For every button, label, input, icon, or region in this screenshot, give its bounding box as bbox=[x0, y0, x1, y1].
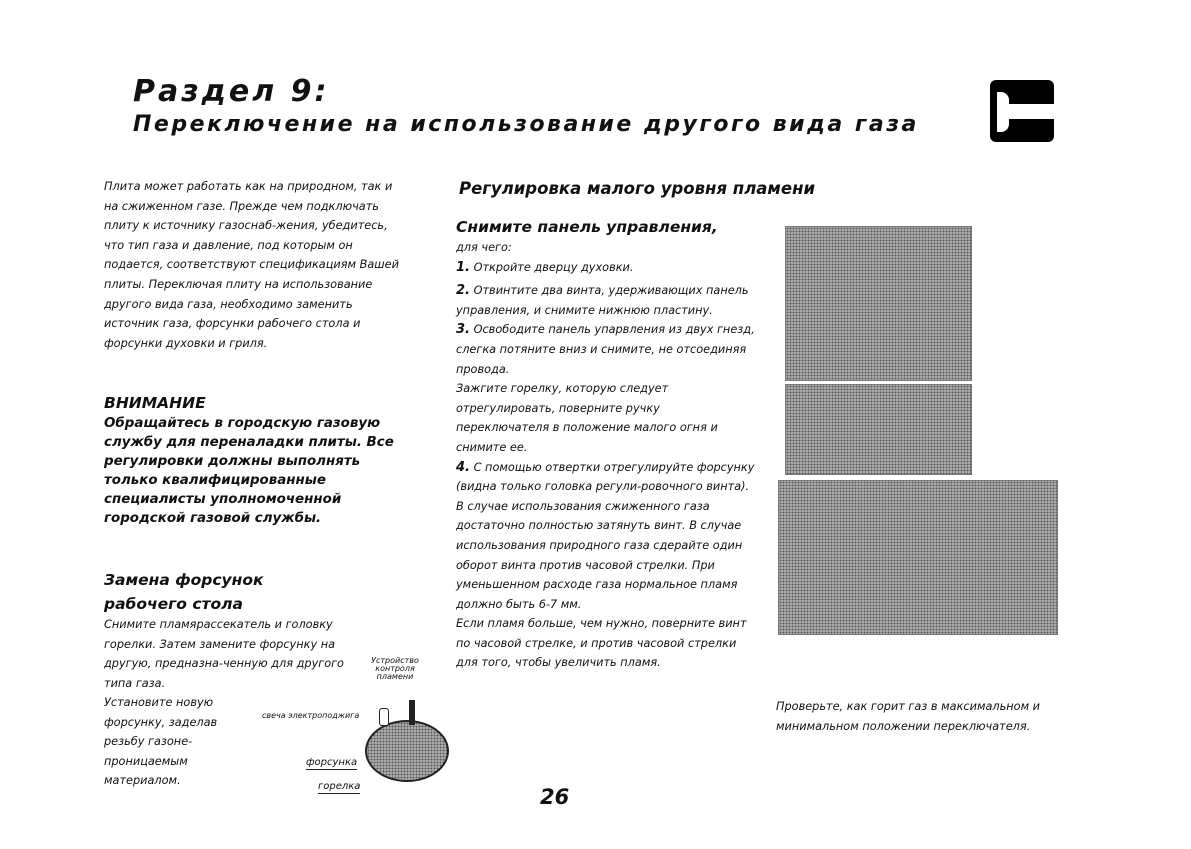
section-tab-icon bbox=[990, 80, 1054, 142]
label-injector: форсунка bbox=[306, 757, 358, 768]
label-burner: горелка bbox=[318, 781, 361, 792]
replace-text-2: Установите новую форсунку, заделав резьбу газоне-проницаемым материалом. bbox=[104, 696, 218, 788]
warning-text: Обращайтесь в городскую газовую службу для переналадки плиты. Все регулировки должны выполнять только квалифицированные специалисты уполномоченной городской газовой службы. bbox=[104, 416, 394, 526]
sub-note: для чего: bbox=[456, 241, 512, 254]
right-caption: Проверьте, как горит газ в максимальном и минимальном положении переключателя. bbox=[776, 700, 1041, 733]
light-text: Зажгите горелку, которую следует отрегулировать, поверните ручку переключателя в положение малого огня и снимите ее. bbox=[456, 382, 718, 454]
warning-title: ВНИМАНИЕ bbox=[104, 394, 206, 412]
step-2: 2. Отвинтите два винта, удерживающих панель управления, и снимите нижнюю пластину. bbox=[456, 283, 749, 317]
label-spark: свеча электроподжига bbox=[262, 711, 360, 720]
middle-title: Регулировка малого уровня пламени bbox=[459, 179, 816, 198]
flame-text: Если пламя больше, чем нужно, поверните винт по часовой стрелке, и против часовой стрелки для того, чтобы увеличить пламя. bbox=[456, 617, 747, 670]
replace-title: Замена форсунок рабочего стола bbox=[104, 571, 264, 613]
intro-text: Плита может работать как на природном, так и на сжиженном газе. Прежде чем подключать плиту к источнику газоснаб-жения, убедитесь, что тип газа и давление, под которым он подается, соответствуют спецификациям Вашей плиты. Переключая плиту на использование другого вида газа, необходимо заменить источник газа, форсунки рабочего стола и форсунки духовки и гриля. bbox=[104, 180, 399, 350]
replace-text-1: Снимите пламярассекатель и головку горелки. Затем замените форсунку на другую, предназна-ченную для другого типа газа. bbox=[104, 618, 344, 690]
sub-title: Снимите панель управления, bbox=[456, 218, 718, 236]
label-flame-control: Устройство контроля пламени bbox=[371, 656, 419, 681]
photo-oven-door bbox=[785, 226, 972, 381]
step-1: 1. Откройте дверцу духовки. bbox=[456, 259, 634, 275]
page-title: Переключение на использование другого вида газа bbox=[133, 112, 919, 137]
photo-control-panel bbox=[785, 384, 972, 475]
section-number: Раздел 9: bbox=[133, 74, 330, 109]
gas-text: В случае использования сжиженного газа достаточно полностью затянуть винт. В случае использования природного газа сдерайте один оборот винта против часовой стрелки. При уменьшенном расходе газа нормальное пламя должно быть 6-7 мм. bbox=[456, 499, 743, 611]
step-4: 4. С помощью отвертки отрегулируйте форсунку (видна только головка регули-ровочного винта). bbox=[456, 459, 755, 494]
step-3: 3. Освободите панель упарвления из двух гнезд, слегка потяните вниз и снимите, не отсоединяя провода. bbox=[456, 322, 755, 376]
burner-diagram bbox=[365, 700, 445, 780]
middle-text bbox=[456, 238, 756, 673]
page-number: 26 bbox=[540, 785, 570, 809]
photo-screwdriver-adjust bbox=[778, 480, 1058, 635]
